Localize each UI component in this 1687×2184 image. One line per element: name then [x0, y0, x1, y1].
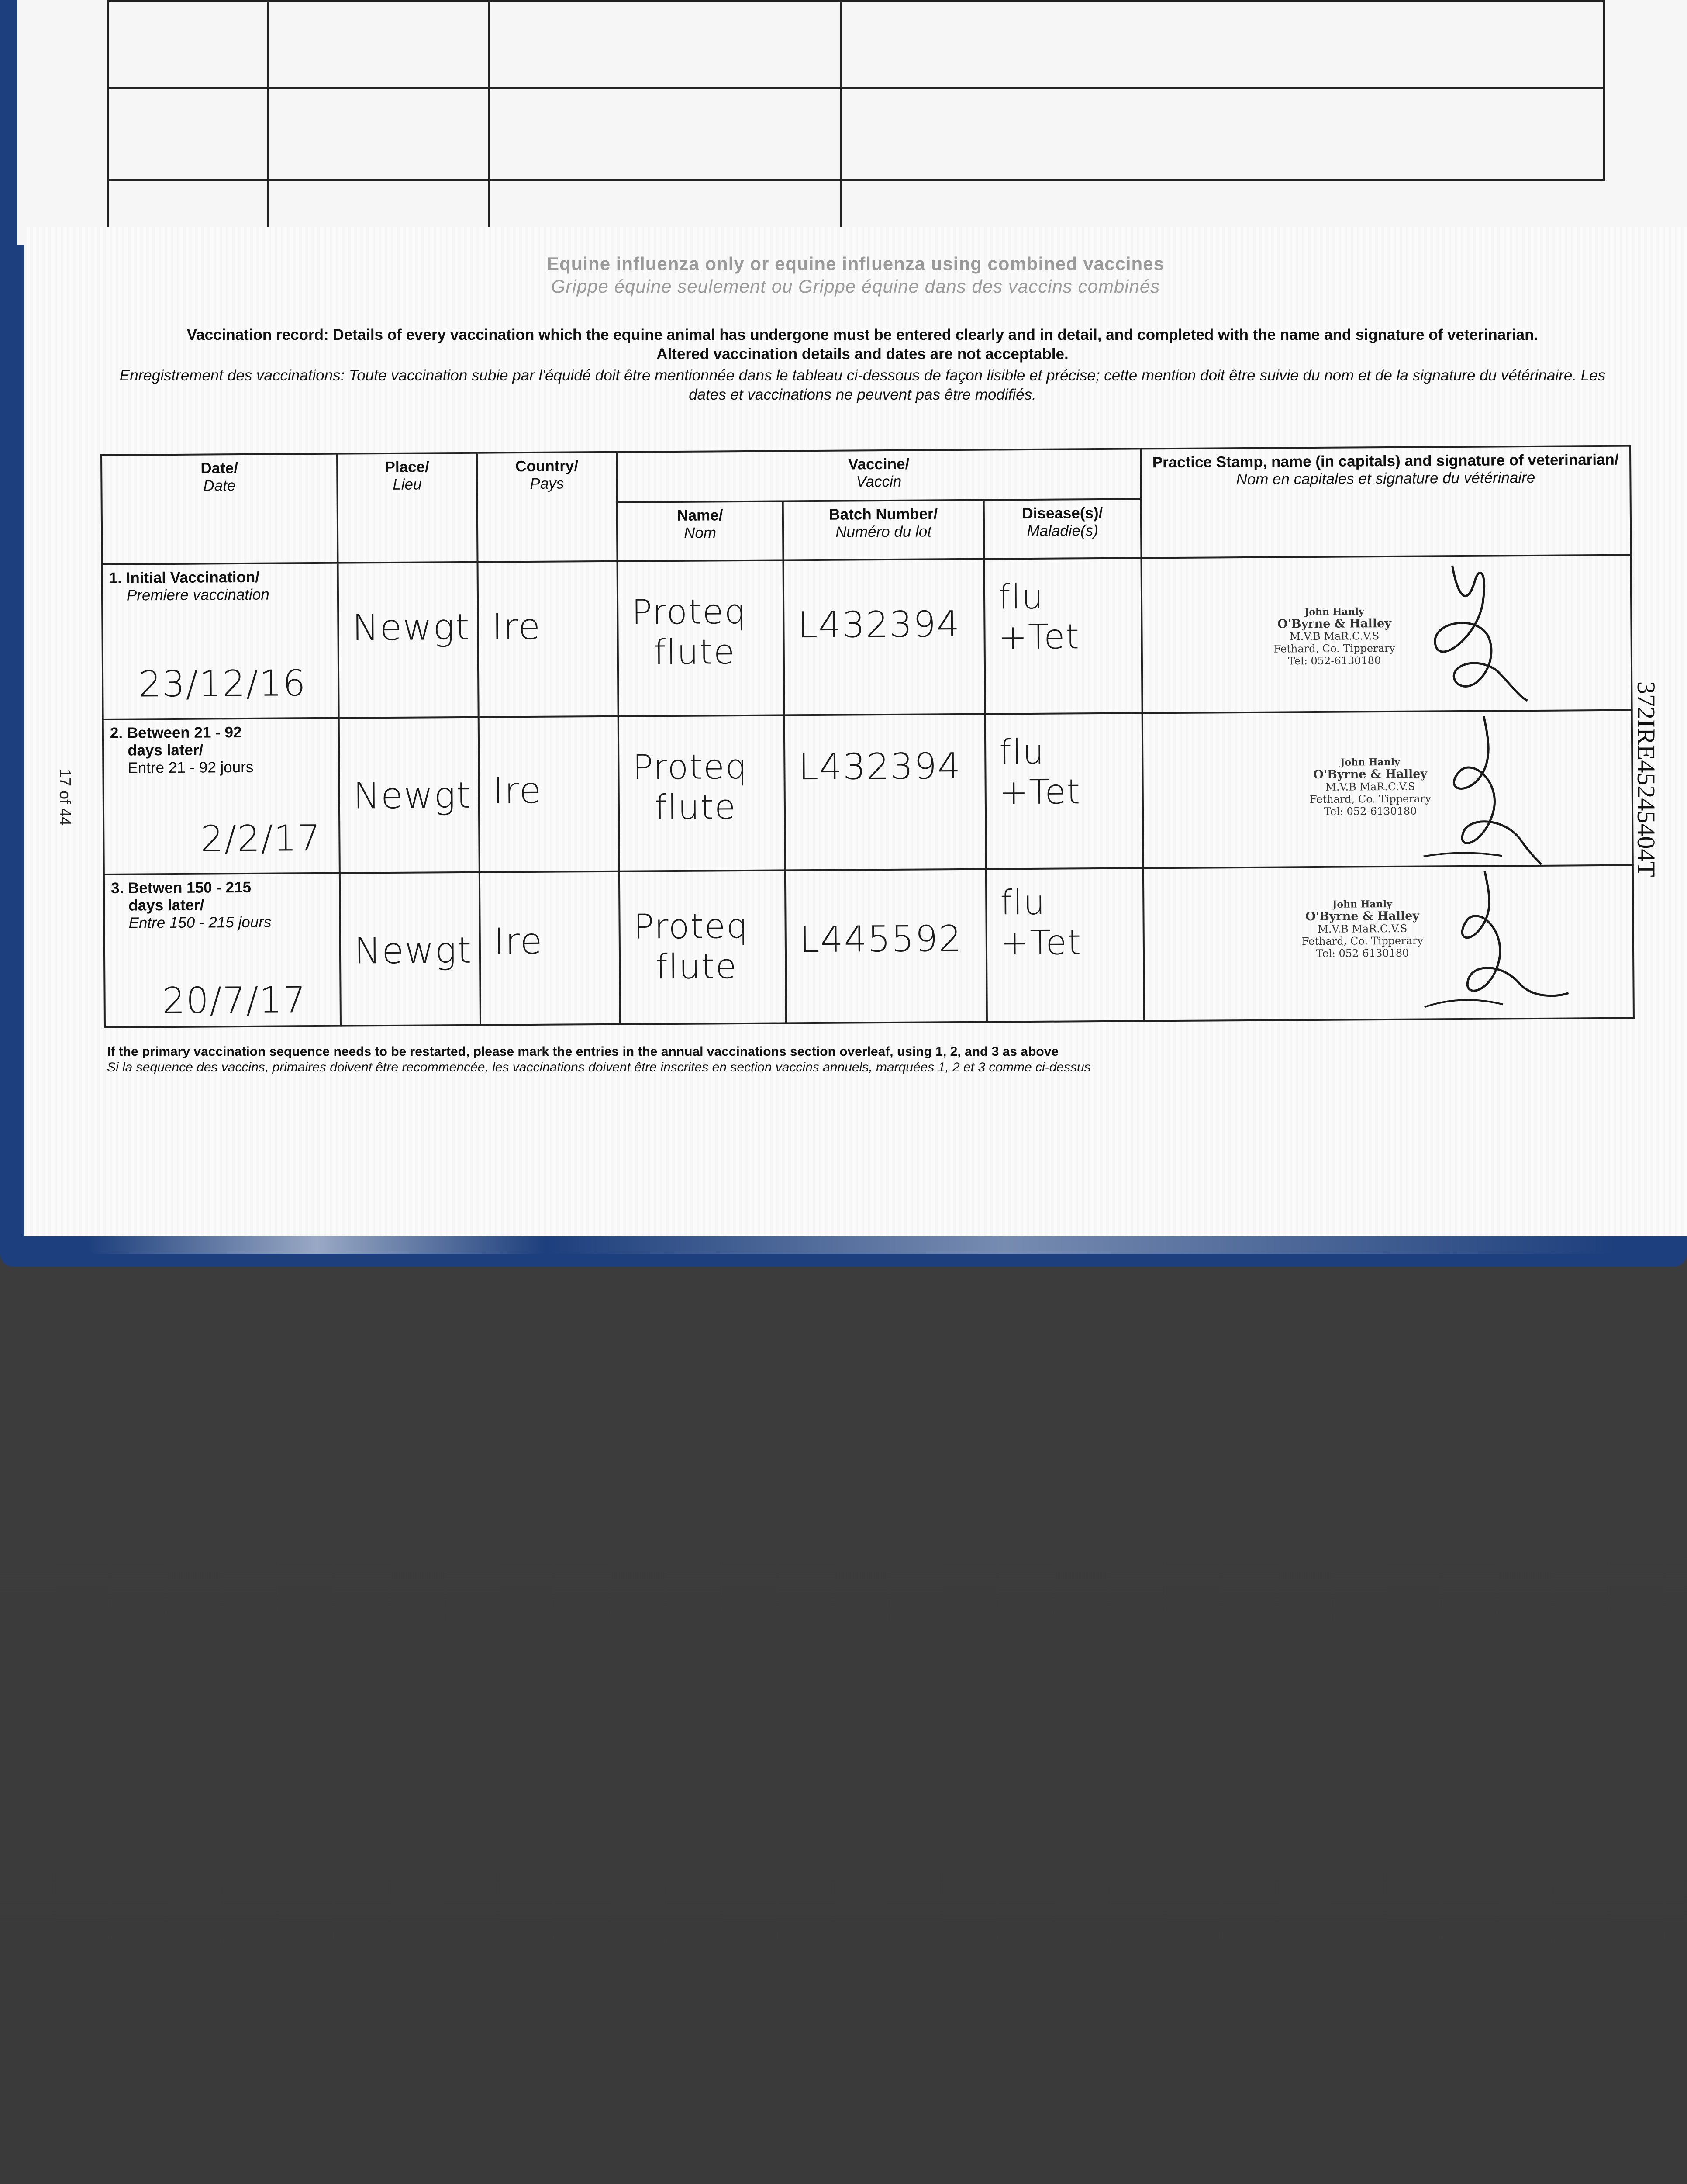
row1-country-cell	[478, 561, 618, 717]
vet-signature	[1405, 712, 1546, 870]
row2-batch: L432394	[798, 745, 962, 788]
intro-en	[103, 325, 1622, 364]
row1-disease-cell	[984, 558, 1142, 714]
row3-country: Ire	[493, 920, 543, 963]
row2-batch-cell	[784, 714, 986, 871]
row1-disease: flu +Tet	[998, 577, 1080, 657]
heading-en: Equine influenza only or equine influenza using combined vaccines	[547, 253, 1164, 274]
header-name: Name/ Nom	[617, 501, 783, 561]
row1-date: 23/12/16	[138, 663, 307, 705]
row1-stamp-cell	[1142, 555, 1632, 713]
footnote-fr: Si la sequence des vaccins, primaires doivent être recommencée, les vaccinations doivent être inscrites en section vaccins annuels, marquées 1, 2 et 3 comme ci-dessus	[107, 1060, 1091, 1075]
page-number: 17 of 44	[56, 769, 74, 826]
header-country: Country/ Pays	[477, 452, 618, 562]
row2-name: Proteq flute	[632, 747, 748, 828]
row2-disease-cell	[985, 713, 1143, 869]
vet-stamp: John Hanly O'Byrne & Halley M.V.B MaR.C.V.S Fethard, Co. Tipperary Tel: 052-6130180	[1273, 606, 1396, 667]
header-stamp: Practice Stamp, name (in capitals) and signature of veterinarian/ Nom en capitales et signature du vétérinaire	[1141, 446, 1631, 558]
heading-fr: Grippe équine seulement ou Grippe équine dans des vaccins combinés	[551, 276, 1160, 297]
row3-disease-cell	[986, 868, 1144, 1022]
row1-batch: L432394	[797, 603, 961, 646]
row2-place: Newgt	[353, 774, 472, 817]
row2-country: Ire	[493, 770, 542, 812]
intro-fr: Enregistrement des vaccinations: Toute vaccination subie par l'équidé doit être mentionnée dans le tableau ci-dessous de façon lisible et précise; cette mention doit être suivie du nom et de la signature du vétérinaire. Les dates et vaccinations ne peuvent pas être modifiés.	[119, 367, 1606, 403]
row2-stamp-cell	[1142, 710, 1633, 868]
row3-name-cell	[619, 870, 786, 1024]
row3-place-cell	[340, 872, 480, 1026]
row3-name: Proteq flute	[633, 906, 749, 987]
row2-place-cell	[339, 717, 480, 873]
row2-country-cell	[479, 716, 619, 872]
vet-stamp: John Hanly O'Byrne & Halley M.V.B MaR.C.V.S Fethard, Co. Tipperary Tel: 052-6130180	[1301, 898, 1424, 960]
intro-en-line1: Vaccination record: Details of every vaccination which the equine animal has undergone must be entered clearly and in detail, and completed with the name and signature of veterinarian.	[186, 326, 1539, 343]
row1-name-cell	[618, 560, 784, 716]
row3-disease: flu +Tet	[1000, 883, 1082, 963]
row3-date: 20/7/17	[162, 979, 307, 1022]
row3-country-cell	[480, 871, 620, 1025]
passport-id: 372IRE45245404T	[1632, 681, 1660, 877]
header-batch: Batch Number/ Numéro du lot	[783, 500, 984, 560]
row1-country: Ire	[492, 606, 542, 648]
row2-disease: flu +Tet	[999, 732, 1081, 812]
row1-place-cell	[338, 562, 479, 718]
header-vaccine: Vaccine/ Vaccin	[617, 449, 1141, 502]
footnote	[107, 1044, 1091, 1075]
table-row	[102, 555, 1632, 719]
row1-date-cell: 1. Initial Vaccination/ Premiere vaccination 23/12/16	[102, 563, 339, 719]
header-place: Place/ Lieu	[337, 453, 478, 563]
vaccination-page	[24, 227, 1687, 1236]
row1-batch-cell	[783, 559, 985, 715]
vet-stamp: John Hanly O'Byrne & Halley M.V.B MaR.C.V.S Fethard, Co. Tipperary Tel: 052-6130180	[1309, 756, 1432, 818]
row2-name-cell	[618, 715, 785, 871]
row3-date-cell: 3. Betwen 150 - 215 days later/ Entre 150 - 215 jours 20/7/17	[104, 873, 341, 1027]
header-date: Date/ Date	[101, 454, 338, 564]
table-row	[104, 865, 1634, 1027]
vet-signature	[1415, 866, 1573, 1016]
row1-place: Newgt	[352, 606, 470, 649]
intro-en-line2: Altered vaccination details and dates are not acceptable.	[656, 346, 1069, 363]
header-disease: Disease(s)/ Maladie(s)	[984, 499, 1142, 559]
row3-batch: L445592	[799, 918, 963, 961]
row2-date: 2/2/17	[200, 817, 321, 860]
row3-stamp-cell	[1143, 865, 1634, 1021]
table-row	[103, 710, 1633, 874]
vet-signature	[1387, 556, 1532, 715]
row2-date-cell: 2. Between 21 - 92 days later/ Entre 21 - 92 jours 2/2/17	[103, 718, 340, 874]
row3-place: Newgt	[354, 930, 473, 972]
vaccination-table	[100, 445, 1635, 1028]
previous-page-fragment	[17, 0, 1687, 245]
previous-page-table	[107, 0, 1605, 232]
row3-batch-cell	[785, 869, 987, 1023]
cover-reflection	[87, 1236, 1616, 1254]
footnote-en: If the primary vaccination sequence needs to be restarted, please mark the entries in the annual vaccinations section overleaf, using 1, 2, and 3 as above	[107, 1044, 1059, 1059]
row1-name: Proteq flute	[631, 592, 747, 673]
